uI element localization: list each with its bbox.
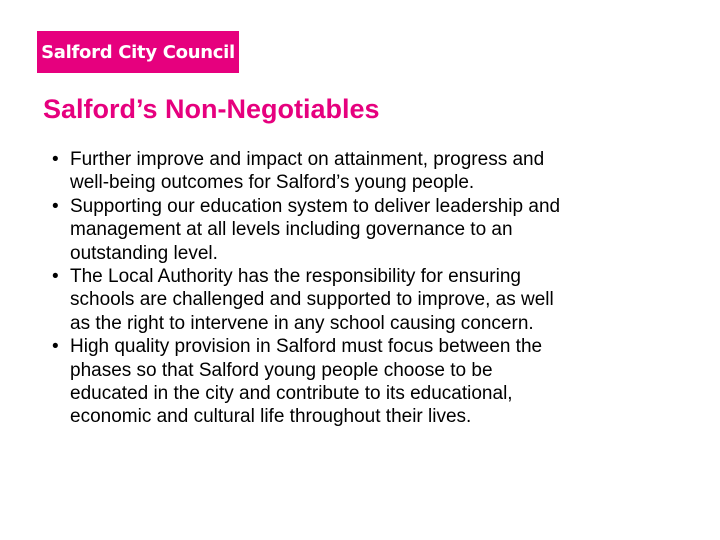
bullet-icon: •	[52, 266, 59, 288]
bullet-icon: •	[52, 149, 59, 170]
salford-city-council-logo	[37, 31, 239, 73]
bullet-line: Supporting our education system to deliver leadership and	[70, 195, 561, 217]
bullet-line: outstanding level.	[70, 242, 218, 264]
bullet-line: management at all levels including governance to an	[70, 219, 513, 241]
logo-text: Salford City Council	[41, 41, 235, 63]
bullet-line: The Local Authority has the responsibility for ensuring	[70, 266, 521, 288]
bullet-item	[52, 335, 712, 429]
bullet-line: educated in the city and contribute to its educational,	[70, 383, 513, 405]
bullet-line: economic and cultural life throughout their lives.	[70, 406, 472, 428]
bullet-line: Further improve and impact on attainment, progress and	[70, 149, 545, 170]
bullet-item	[52, 195, 712, 265]
slide-title: Salford’s Non-Negotiables	[43, 94, 380, 124]
bullet-line: as the right to intervene in any school causing concern.	[70, 312, 534, 334]
bullet-line: High quality provision in Salford must focus between the	[70, 336, 543, 358]
bullet-list	[52, 148, 712, 429]
bullet-item	[52, 265, 712, 335]
bullet-icon: •	[52, 336, 59, 358]
bullet-line: phases so that Salford young people choose to be	[70, 359, 493, 381]
bullet-line: schools are challenged and supported to improve, as well	[70, 289, 554, 311]
bullet-line: well-being outcomes for Salford’s young people.	[70, 172, 475, 194]
bullet-icon: •	[52, 195, 59, 217]
bullet-item	[52, 148, 712, 195]
